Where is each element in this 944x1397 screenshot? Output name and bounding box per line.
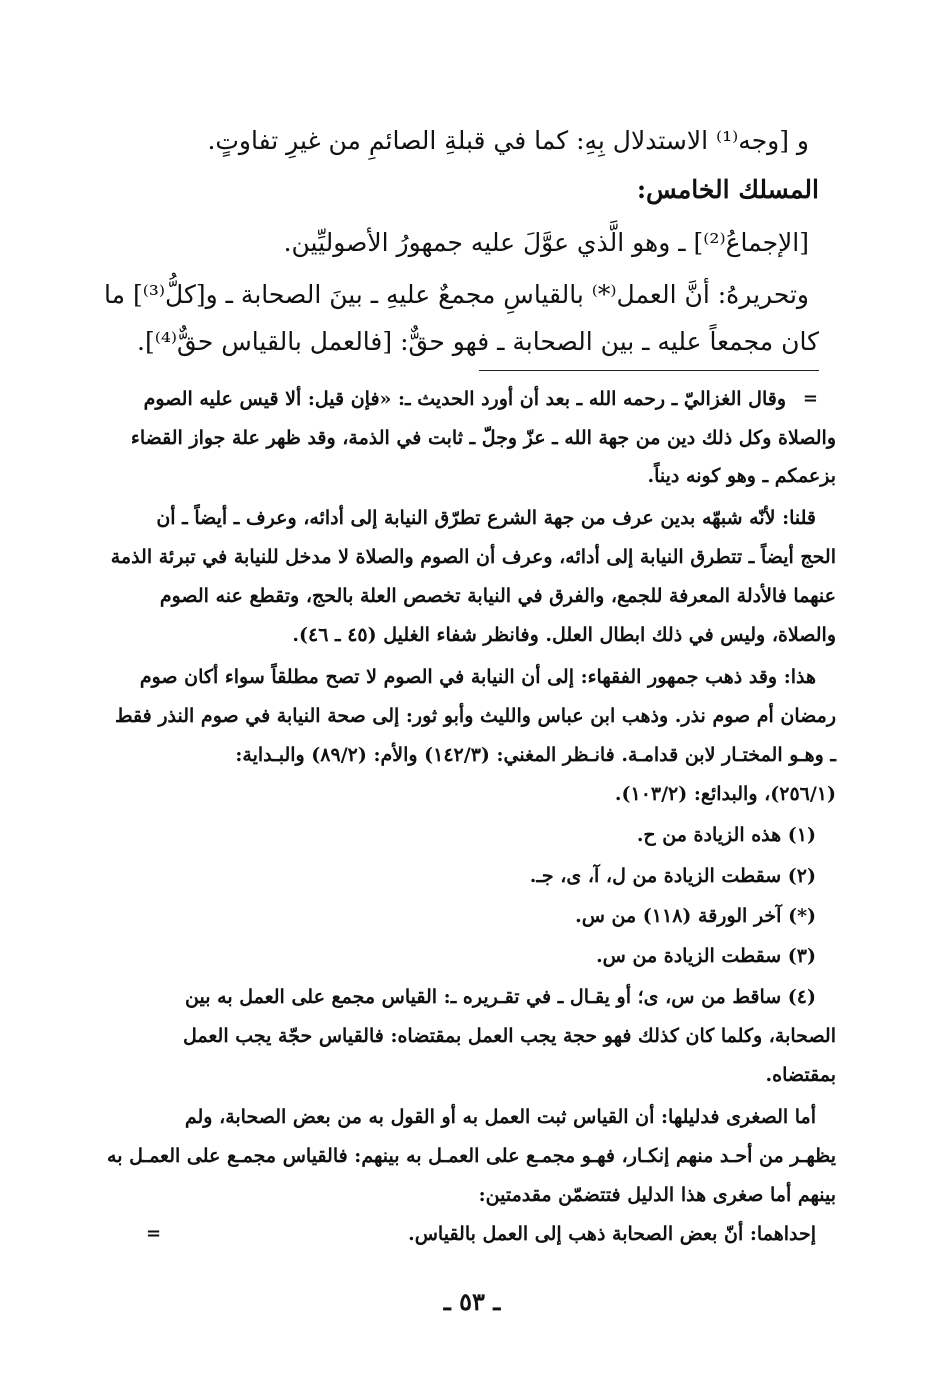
page-number: ـ ٥٣ ـ: [443, 1287, 501, 1316]
footnote-line: والصلاة وكل ذلك دين من جهة الله ـ عزّ وجلّ ـ ثابت في الذمة، وقد ظهر علة جواز القضاء: [130, 427, 836, 449]
section-heading: المسلك الخامس:: [636, 175, 819, 204]
footnote-line: والصلاة، وليس في ذلك ابطال العلل. وفانظر شفاء الغليل (٤٥ ـ ٤٦).: [292, 624, 836, 646]
end-continuation-mark: =: [146, 1223, 162, 1244]
footnote-note: (١) هذه الزيادة من ح.: [636, 824, 816, 846]
footnote-line: بمقتضاه.: [765, 1064, 836, 1086]
main-text-line-4: وتحريرهُ: أنَّ العمل⁽*⁾ بالقياسِ مجمعٌ عليهِ ـ بينَ الصحابة ـ و[كلُّ⁽³⁾] ما: [104, 280, 809, 309]
main-text-line-3: [الإجماعُ⁽²⁾] ـ وهو الَّذي عوَّلَ عليه جمهورُ الأصوليِّين.: [283, 228, 809, 257]
footnote-separator: [479, 370, 819, 371]
footnote-note: (٢) سقطت الزيادة من ل، آ، ى، جـ.: [529, 865, 816, 887]
footnote-note: (٤) ساقط من س، ى؛ أو يقـال ـ في تقـريره ـ: القياس مجمع على العمل به بين: [185, 986, 816, 1008]
footnote-line: الصحابة، وكلما كان كذلك فهو حجة يجب العمل بمقتضاه: فالقياس حجّة يجب العمل: [183, 1025, 836, 1047]
continuation-mark: =: [802, 388, 818, 409]
footnote-line: هذا: وقد ذهب جمهور الفقهاء: إلى أن النيابة في الصوم لا تصح مطلقاً سواء أكان صوم: [139, 666, 816, 688]
main-text-line-5: كان مجمعاً عليه ـ بين الصحابة ـ فهو حقٌّ: [فالعمل بالقياس حقٌّ⁽⁴⁾].: [137, 327, 819, 356]
footnote-line: رمضان أم صوم نذر. وذهب ابن عباس والليث وأبو ثور: إلى صحة النيابة في صوم النذر فقط: [115, 705, 836, 727]
footnote-line: وقال الغزاليّ ـ رحمه الله ـ بعد أن أورد الحديث ـ: «فإن قيل: ألا قيس عليه الصوم: [143, 388, 786, 410]
footnote-line: يظهـر من أحـد منهم إنكـار، فهـو مجمـع على العمـل به بينهم: فالقياس مجمـع على العمـل به: [107, 1145, 836, 1167]
main-text-line-1: و [وجه⁽¹⁾ الاستدلال بِهِ: كما في قبلةِ الصائمِ من غيرِ تفاوتٍ.: [207, 126, 809, 155]
footnote-line: ـ وهـو المختـار لابن قدامـة. فانـظر المغني: (١٤٢/٣) والأم: (٨٩/٢) والبـداية:: [235, 744, 836, 766]
footnote-line: (٢٥٦/١)، والبدائع: (١٠٣/٢).: [614, 783, 836, 805]
footnote-line: بينهم أما صغرى هذا الدليل فتتضمّن مقدمتين:: [478, 1184, 836, 1206]
footnote-note: (٣) سقطت الزيادة من س.: [596, 945, 816, 967]
footnote-note: (*) آخر الورقة (١١٨) من س.: [575, 905, 816, 927]
footnote-line: إحداهما: أنّ بعض الصحابة ذهب إلى العمل بالقياس.: [408, 1223, 816, 1245]
footnote-line: قلنا: لأنّه شبهّه بدين عرف من جهة الشرع تطرّق النيابة إلى أدائه، وعرف ـ أيضاً ـ أن: [156, 507, 816, 529]
footnote-line: عنهما فالأدلة المعرفة للجمع، والفرق في النيابة تخصص العلة بالحج، وتقطع عنه الصوم: [159, 585, 836, 607]
footnote-line: الحج أيضاً ـ تتطرق النيابة إلى أدائه، وعرف أن الصوم والصلاة لا مدخل للنيابة في تبرئة الذمة: [110, 546, 836, 568]
footnote-line: أما الصغرى فدليلها: أن القياس ثبت العمل به أو القول به من بعض الصحابة، ولم: [184, 1106, 816, 1128]
footnote-line: بزعمكم ـ وهو كونه ديناً.: [647, 465, 836, 487]
